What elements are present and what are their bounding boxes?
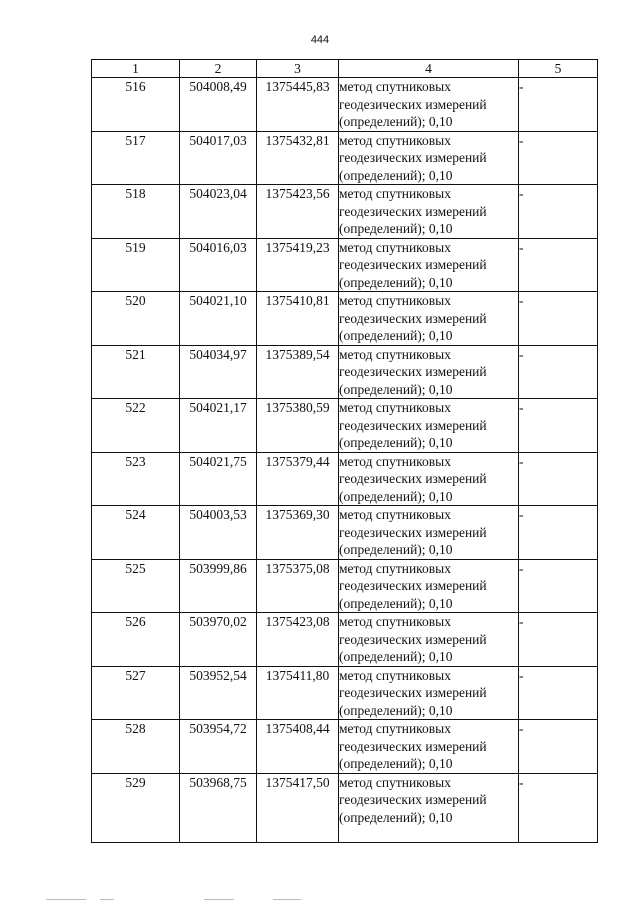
column-header-3: 3 <box>257 60 339 78</box>
table-row <box>92 559 598 613</box>
point-number-cell: 518 <box>92 185 180 239</box>
method-cell: метод спутниковых геодезических измерений (определений); 0,10 <box>339 399 519 453</box>
note-cell: - <box>519 399 598 453</box>
x-coordinate-cell: 504021,17 <box>180 399 257 453</box>
table-row <box>92 506 598 560</box>
table-row <box>92 720 598 774</box>
x-coordinate-cell: 504016,03 <box>180 238 257 292</box>
x-coordinate-cell: 503970,02 <box>180 613 257 667</box>
point-number-cell: 526 <box>92 613 180 667</box>
x-coordinate-cell: 504008,49 <box>180 78 257 132</box>
y-coordinate-cell: 1375389,54 <box>257 345 339 399</box>
method-cell: метод спутниковых геодезических измерений (определений); 0,10 <box>339 345 519 399</box>
x-coordinate-cell: 504021,75 <box>180 452 257 506</box>
note-cell: - <box>519 666 598 720</box>
method-cell: метод спутниковых геодезических измерений (определений); 0,10 <box>339 131 519 185</box>
method-cell: метод спутниковых геодезических измерений (определений); 0,10 <box>339 238 519 292</box>
x-coordinate-cell: 504003,53 <box>180 506 257 560</box>
note-cell: - <box>519 131 598 185</box>
x-coordinate-cell: 504021,10 <box>180 292 257 346</box>
y-coordinate-cell: 1375423,56 <box>257 185 339 239</box>
point-number-cell: 519 <box>92 238 180 292</box>
page-number: 444 <box>310 34 330 46</box>
note-cell: - <box>519 720 598 774</box>
note-cell: - <box>519 613 598 667</box>
table-row <box>92 292 598 346</box>
note-cell: - <box>519 78 598 132</box>
y-coordinate-cell: 1375445,83 <box>257 78 339 132</box>
note-cell: - <box>519 185 598 239</box>
table-row <box>92 452 598 506</box>
y-coordinate-cell: 1375369,30 <box>257 506 339 560</box>
table-row <box>92 399 598 453</box>
table-row <box>92 345 598 399</box>
point-number-cell: 522 <box>92 399 180 453</box>
x-coordinate-cell: 504034,97 <box>180 345 257 399</box>
table-row <box>92 185 598 239</box>
point-number-cell: 525 <box>92 559 180 613</box>
point-number-cell: 517 <box>92 131 180 185</box>
note-cell: - <box>519 506 598 560</box>
point-number-cell: 523 <box>92 452 180 506</box>
x-coordinate-cell: 503968,75 <box>180 773 257 842</box>
point-number-cell: 527 <box>92 666 180 720</box>
note-cell: - <box>519 292 598 346</box>
y-coordinate-cell: 1375432,81 <box>257 131 339 185</box>
y-coordinate-cell: 1375419,23 <box>257 238 339 292</box>
table-row <box>92 666 598 720</box>
method-cell: метод спутниковых геодезических измерений (определений); 0,10 <box>339 720 519 774</box>
point-number-cell: 521 <box>92 345 180 399</box>
table-header-row <box>92 60 598 78</box>
point-number-cell: 528 <box>92 720 180 774</box>
table-row <box>92 131 598 185</box>
y-coordinate-cell: 1375410,81 <box>257 292 339 346</box>
method-cell: метод спутниковых геодезических измерений (определений); 0,10 <box>339 452 519 506</box>
point-number-cell: 524 <box>92 506 180 560</box>
x-coordinate-cell: 504023,04 <box>180 185 257 239</box>
note-cell: - <box>519 452 598 506</box>
x-coordinate-cell: 503952,54 <box>180 666 257 720</box>
y-coordinate-cell: 1375423,08 <box>257 613 339 667</box>
method-cell: метод спутниковых геодезических измерений (определений); 0,10 <box>339 559 519 613</box>
y-coordinate-cell: 1375408,44 <box>257 720 339 774</box>
table-row <box>92 773 598 842</box>
note-cell: - <box>519 345 598 399</box>
x-coordinate-cell: 503999,86 <box>180 559 257 613</box>
method-cell: метод спутниковых геодезических измерений (определений); 0,10 <box>339 773 519 842</box>
table-row <box>92 613 598 667</box>
x-coordinate-cell: 504017,03 <box>180 131 257 185</box>
point-number-cell: 529 <box>92 773 180 842</box>
column-header-4: 4 <box>339 60 519 78</box>
note-cell: - <box>519 238 598 292</box>
note-cell: - <box>519 559 598 613</box>
x-coordinate-cell: 503954,72 <box>180 720 257 774</box>
y-coordinate-cell: 1375379,44 <box>257 452 339 506</box>
method-cell: метод спутниковых геодезических измерений (определений); 0,10 <box>339 666 519 720</box>
method-cell: метод спутниковых геодезических измерений (определений); 0,10 <box>339 78 519 132</box>
y-coordinate-cell: 1375375,08 <box>257 559 339 613</box>
scan-marks <box>28 899 328 902</box>
y-coordinate-cell: 1375411,80 <box>257 666 339 720</box>
column-header-1: 1 <box>92 60 180 78</box>
table-row <box>92 238 598 292</box>
coordinates-table <box>91 59 598 843</box>
method-cell: метод спутниковых геодезических измерений (определений); 0,10 <box>339 613 519 667</box>
y-coordinate-cell: 1375380,59 <box>257 399 339 453</box>
y-coordinate-cell: 1375417,50 <box>257 773 339 842</box>
point-number-cell: 520 <box>92 292 180 346</box>
method-cell: метод спутниковых геодезических измерений (определений); 0,10 <box>339 292 519 346</box>
note-cell: - <box>519 773 598 842</box>
column-header-5: 5 <box>519 60 598 78</box>
method-cell: метод спутниковых геодезических измерений (определений); 0,10 <box>339 185 519 239</box>
point-number-cell: 516 <box>92 78 180 132</box>
column-header-2: 2 <box>180 60 257 78</box>
table-row <box>92 78 598 132</box>
method-cell: метод спутниковых геодезических измерений (определений); 0,10 <box>339 506 519 560</box>
